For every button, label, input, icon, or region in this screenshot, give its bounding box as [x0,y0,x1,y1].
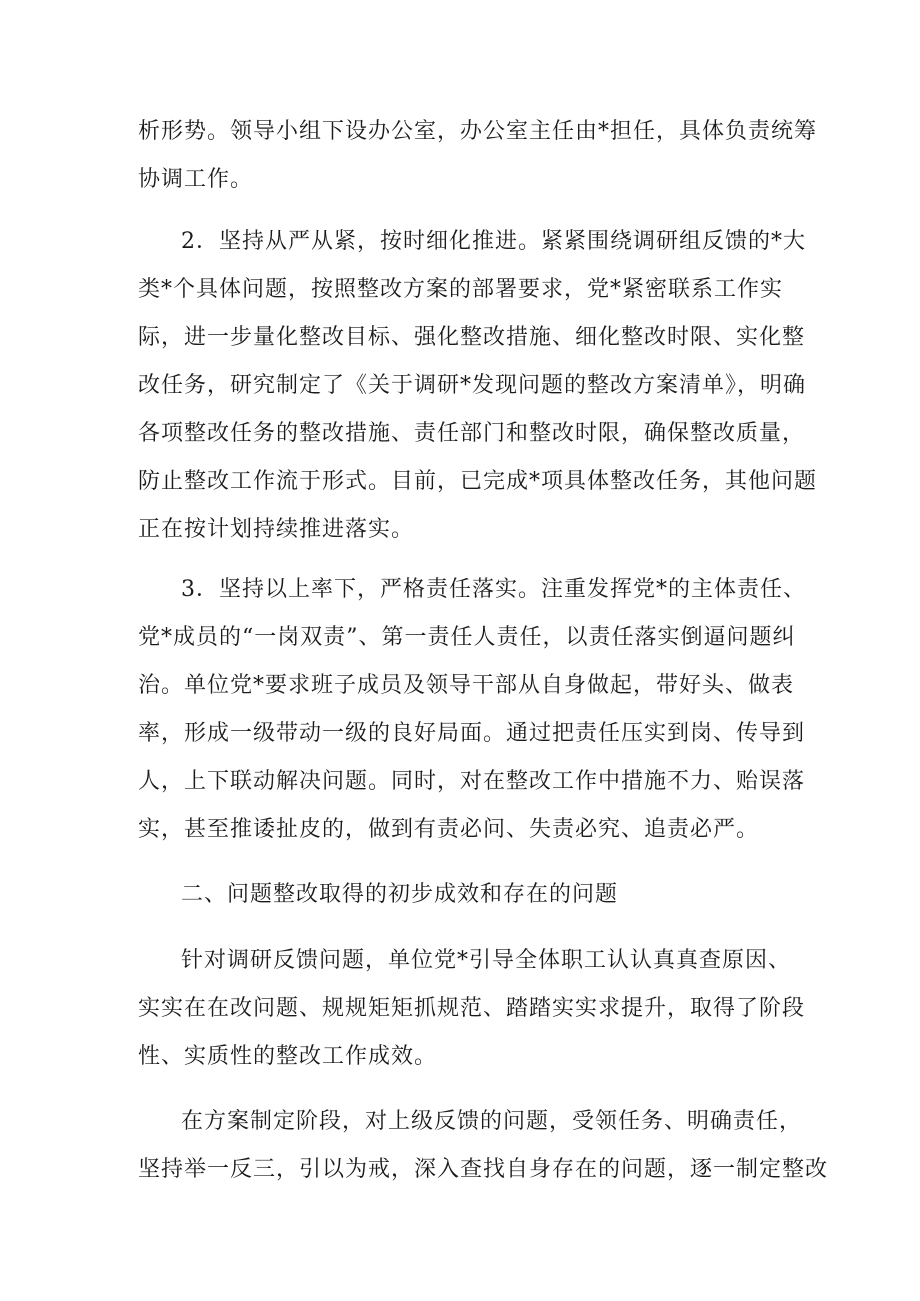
text-line: 治。单位党*要求班子成员及领导干部从自身做起，带好头、做表 [138,673,795,698]
text-line: 实，甚至推诿扯皮的，做到有责必问、失责必究、追责必严。 [138,817,760,842]
text-line: 党*成员的“一岗双责”、第一责任人责任，以责任落实倒逼问题纠 [138,625,796,650]
text-line: 各项整改任务的整改措施、责任部门和整改时限，确保整改质量， [138,421,806,446]
section-heading: 二、问题整改取得的初步成效和存在的问题 [181,882,619,907]
text-line: 防止整改工作流于形式。目前，已完成*项具体整改任务，其他问题 [138,469,818,494]
text-line: 率，形成一级带动一级的良好局面。通过把责任压实到岗、传导到 [138,721,806,746]
text-line: 3．坚持以上率下，严格责任落实。注重发挥党*的主体责任、 [181,577,806,602]
text-line: 实实在在改问题、规规矩矩抓规范、踏踏实实求提升，取得了阶段 [138,996,806,1021]
text-line: 正在按计划持续推进落实。 [138,517,415,542]
text-line: 析形势。领导小组下设办公室，办公室主任由*担任，具体负责统筹 [138,119,818,144]
text-line: 坚持举一反三，引以为戒，深入查找自身存在的问题，逐一制定整改 [138,1157,829,1182]
text-line: 改任务，研究制定了《关于调研*发现问题的整改方案清单》，明确 [138,373,807,398]
text-line: 人，上下联动解决问题。同时，对在整改工作中措施不力、贻误落 [138,769,806,794]
text-line: 针对调研反馈问题，单位党*引导全体职工认认真真查原因、 [181,948,792,973]
text-line: 2．坚持从严从紧，按时细化推进。紧紧围绕调研组反馈的*大 [181,229,806,254]
text-line: 在方案制定阶段，对上级反馈的问题，受领任务、明确责任， [181,1109,803,1134]
text-line: 类*个具体问题，按照整改方案的部署要求，党*紧密联系工作实 [138,277,784,302]
text-line: 际，进一步量化整改目标、强化整改措施、细化整改时限、实化整 [138,325,806,350]
text-line: 协调工作。 [138,167,254,192]
text-line: 性、实质性的整改工作成效。 [138,1044,438,1069]
